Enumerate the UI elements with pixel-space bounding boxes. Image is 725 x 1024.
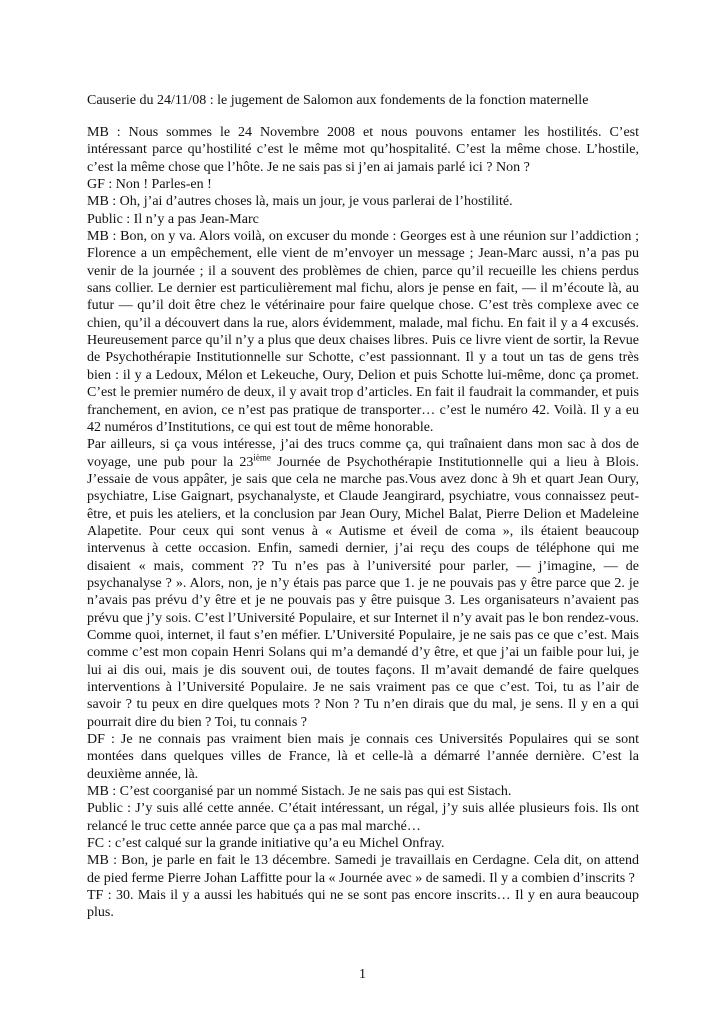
paragraph: Public : J’y suis allé cette année. C’était intéressant, un régal, j’y suis allée plusieurs fois. Ils ont relancé le truc cette année parce que ça a pas mal marché… xyxy=(87,801,639,834)
paragraph: MB : Oh, j’ai d’autres choses là, mais un jour, je vous parlerai de l’hostilité. xyxy=(87,194,513,210)
paragraph: FC : c’est calqué sur la grande initiative qu’a eu Michel Onfray. xyxy=(87,836,445,852)
paragraph: TF : 30. Mais il y a aussi les habitués qui ne se sont pas encore inscrits… Il y en aura beaucoup plus. xyxy=(87,888,639,921)
document-body xyxy=(87,124,639,922)
paragraph-text: Par ailleurs, si ça vous intéresse, j’ai des trucs comme ça, qui traînaient dans mon sac à dos de voyage, une pub pour la 23 xyxy=(87,437,639,470)
document-title: Causerie du 24/11/08 : le jugement de Salomon aux fondements de la fonction maternelle xyxy=(87,93,589,108)
paragraph: MB : Bon, je parle en fait le 13 décembre. Samedi je travaillais en Cerdagne. Cela dit, on attend de pied ferme Pierre Johan Laffitte pour la « Journée avec » de samedi. Il y a combien d’inscrits ? xyxy=(87,853,639,886)
paragraph: MB : C’est coorganisé par un nommé Sistach. Je ne sais pas qui est Sistach. xyxy=(87,784,512,800)
paragraph: MB : Nous sommes le 24 Novembre 2008 et nous pouvons entamer les hostilités. C’est intéressant parce qu’hostilité c’est le même mot qu’hospitalité. C’est la même chose. L’hostile, c’est la même chose que l’hôte. Je ne sais pas si j’en ai jamais parlé ici ? Non ? xyxy=(87,125,639,175)
paragraph-text: Journée de Psychothérapie Institutionnelle qui a lieu à Blois. J’essaie de vous appâter, je sais que cela ne marche pas.Vous avez donc à 9h et quart Jean Oury, psychiatre, Lise Gaignart, psychanalyste, et Claude Jeangirard, psychiatre, vous connaissez peut-être, et puis les ateliers, et la conclusion par Jean Oury, Michel Balat, Pierre Delion et Madeleine Alapetite. Pour ceux qui sont venus à « Autisme et éveil de coma », ils étaient beaucoup intervenus à cette occasion. Enfin, samedi dernier, j’ai reçu des coups de téléphone qui me disaient « mais, comment ?? Tu n’es pas à l’université pour parler, — j’imagine, — de psychanalyse ? ». Alors, non, je n’y étais pas parce que 1. je ne pouvais pas y être parce que 2. je n’avais pas prévu d’y être et je ne pouvais pas y être puisque 3. Les organisateurs n’avaient pas prévu que j’y sois. C’est l’Université Populaire, et sur Internet il n’y avait pas le bon rendez-vous. Comme quoi, internet, il faut s’en méfier. L’Université Populaire, je ne sais pas ce que c’est. Mais comme c’est mon copain Henri Solans qui m’a demandé d’y être, et que j’ai un faible pour lui, je lui ai dis oui, mais je dis souvent oui, de toutes façons. Il m’avait demandé de faire quelques interventions à l’Université Populaire. Je ne sais vraiment pas ce que c’est. Toi, tu as l’air de savoir ? tu peux en dire quelques mots ? Non ? Tu n’en dirais que du mal, je sens. Il y en a qui pourrait dire du bien ? Toi, tu connais ? xyxy=(87,454,639,730)
paragraph: Public : Il n’y a pas Jean-Marc xyxy=(87,211,259,227)
paragraph: MB : Bon, on y va. Alors voilà, on excuser du monde : Georges est à une réunion sur l’addiction ; Florence a un empêchement, elle vient de m’envoyer un message ; Jean-Marc aussi, n’a pas pu venir de la journée ; il a souvent des problèmes de chien, parce qu’il recueille les chiens perdus sans collier. Le dernier est particulièrement mal fichu, alors je pense en fait, — il m’écoute là, au futur — qu’il doit être chez le vétérinaire pour faire quelque chose. C’est très complexe avec ce chien, qu’il a découvert dans la rue, alors évidemment, malade, mal fichu. En fait il y a 4 excusés. Heureusement parce qu’il n’y a plus que deux chaises libres. Puis ce livre vient de sortir, la Revue de Psychothérapie Institutionnelle sur Schotte, c’est passionnant. Il y a tout un tas de gens très bien : il y a Ledoux, Mélon et Lekeuche, Oury, Delion et puis Schotte lui-même, donc ça promet. C’est le premier numéro de deux, il y avait trop d’articles. En fait il faudrait la commander, et puis franchement, en avion, ce n’est pas pratique de transporter… c’est le numéro 42. Voilà. Il y a eu 42 numéros d’Institutions, ce qui est tout de même honorable. xyxy=(87,229,639,435)
page-number: 1 xyxy=(359,967,366,982)
paragraph: GF : Non ! Parles-en ! xyxy=(87,177,212,193)
paragraph xyxy=(87,436,639,731)
paragraph: DF : Je ne connais pas vraiment bien mais je connais ces Universités Populaires qui se sont montées dans quelques villes de France, là et celle-là a démarré l’année dernière. C’est la deuxième année, là. xyxy=(87,732,639,782)
ordinal-superscript: ième xyxy=(253,451,271,462)
